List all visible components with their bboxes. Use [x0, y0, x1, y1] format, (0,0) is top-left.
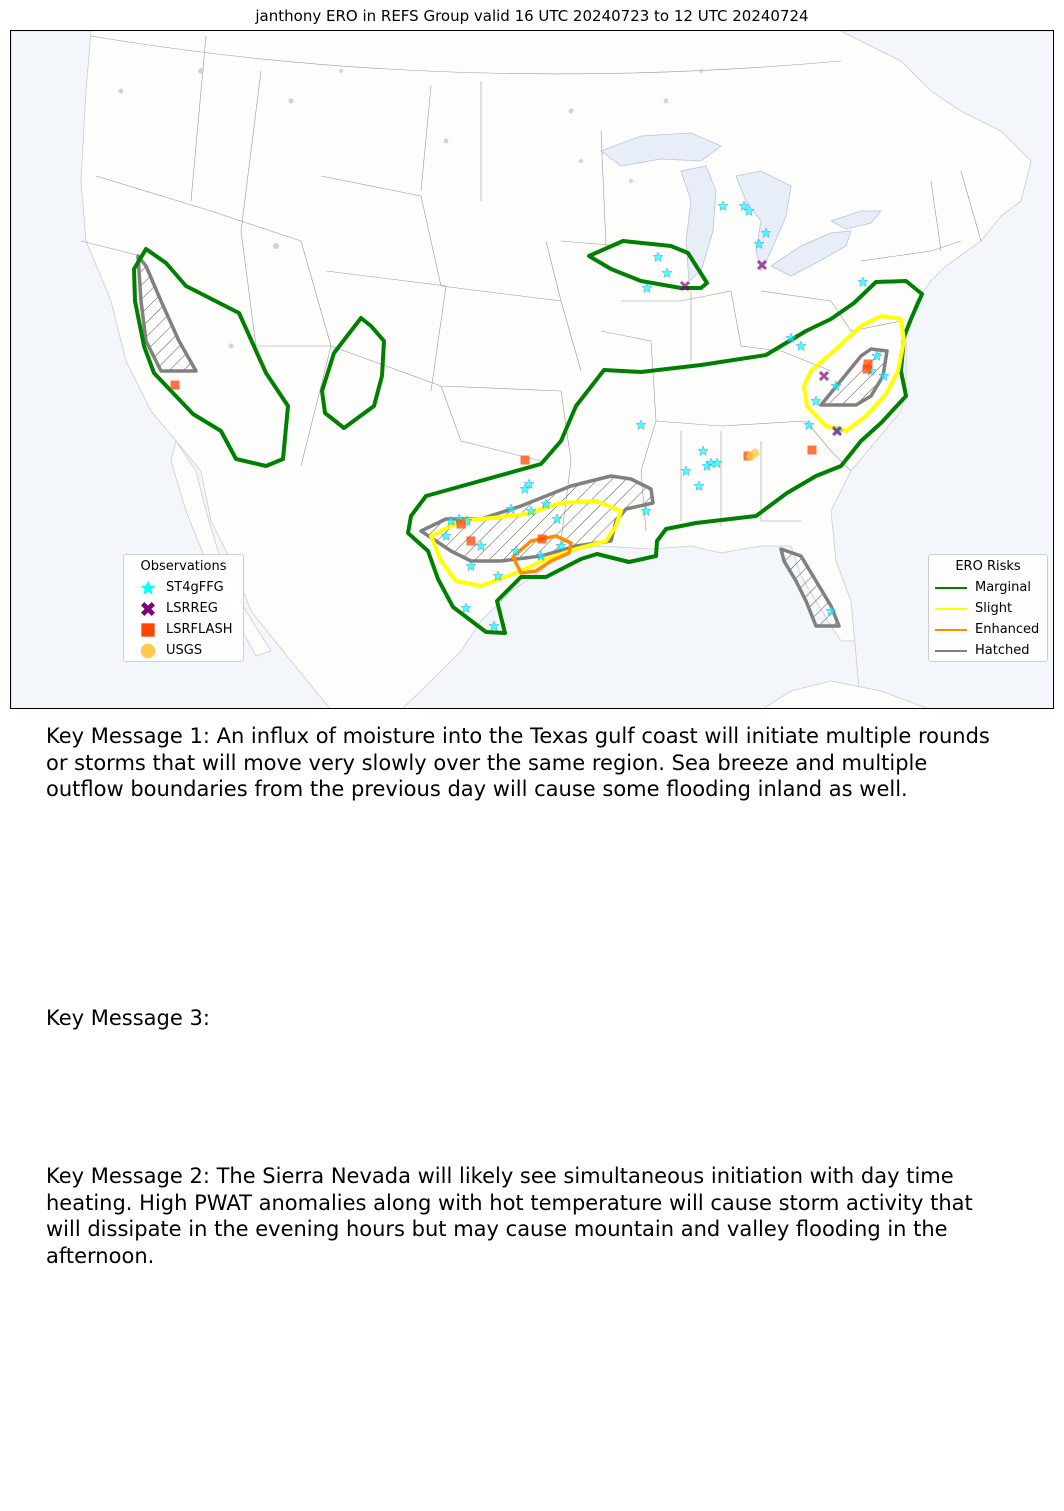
key-message-1: Key Message 1: An influx of moisture into the Texas gulf coast will initiate multiple rounds or storms that will move very slowly over the same region. Sea breeze and multiple outflow boundaries from the previous day will cause some flooding inland as well.: [46, 724, 990, 801]
st4gffg-marker: [641, 506, 651, 516]
st4gffg-marker: [461, 603, 471, 613]
key-message-2: Key Message 2: The Sierra Nevada will likely see simultaneous initiation with day time heating. High PWAT anomalies along with hot temperature will cause storm activity that will dissipate in the evening hours but may cause mountain and valley flooding in the afternoon.: [46, 1164, 973, 1268]
slight-line-icon: [935, 608, 967, 610]
great-lakes: [601, 133, 881, 281]
legend-label: Marginal: [975, 580, 1031, 595]
inland-water: [119, 68, 704, 349]
legend-item-lsrflash: [130, 619, 237, 640]
lsrflash-marker: [171, 381, 180, 390]
legend-label: Enhanced: [975, 622, 1040, 637]
enhanced-line-icon: [935, 629, 967, 631]
key-message-3: Key Message 3:: [46, 1006, 210, 1030]
legend-label: USGS: [166, 643, 203, 658]
st4gffg-marker: [681, 466, 691, 476]
legend-label: LSRFLASH: [166, 622, 233, 637]
ero-legend-title: ERO Risks: [955, 559, 1021, 574]
legend-item-usgs: [130, 640, 237, 661]
legend-label: Hatched: [975, 643, 1030, 658]
lsrflash-marker: [538, 535, 547, 544]
marginal-line-icon: [935, 587, 967, 589]
st4gffg-marker: [694, 481, 704, 491]
observations-legend: [123, 554, 244, 662]
st4gffg-marker: [653, 252, 663, 262]
lsrflash-marker: [863, 365, 872, 374]
legend-item-slight: [935, 598, 1041, 619]
legend-label: ST4gFFG: [166, 580, 224, 595]
observations-legend-title: Observations: [140, 559, 227, 574]
hatched-line-icon: [935, 650, 967, 652]
lsrflash-marker: [521, 456, 530, 465]
st4gffg-marker: [858, 277, 868, 287]
star-icon: [130, 579, 166, 597]
map-frame: [10, 30, 1054, 709]
st4gffg-marker: [811, 396, 821, 406]
legend-item-hatched: [935, 640, 1041, 661]
map-title: janthony ERO in REFS Group valid 16 UTC 20240723 to 12 UTC 20240724: [255, 7, 809, 25]
st4gffg-marker: [698, 446, 708, 456]
ero-risks-legend: [928, 554, 1048, 662]
lsrflash-marker: [808, 446, 817, 455]
legend-item-lsrreg: [130, 598, 237, 619]
lsrflash-marker: [457, 520, 466, 529]
st4gffg-marker: [796, 341, 806, 351]
st4gffg-marker: [662, 268, 672, 278]
legend-label: LSRREG: [166, 601, 218, 616]
st4gffg-marker: [636, 420, 646, 430]
square-icon: [130, 622, 166, 638]
st4gffg-marker: [718, 201, 728, 211]
legend-item-st4gffg: [130, 577, 237, 598]
circle-icon: [130, 643, 166, 659]
st4gffg-marker: [804, 420, 814, 430]
legend-label: Slight: [975, 601, 1013, 616]
lsrreg-marker: [820, 372, 828, 380]
lsrflash-marker: [467, 537, 476, 546]
legend-item-marginal: [935, 577, 1041, 598]
ero-contours: [134, 241, 922, 633]
usgs-marker: [751, 449, 760, 458]
x-icon: [130, 601, 166, 617]
legend-item-enhanced: [935, 619, 1041, 640]
